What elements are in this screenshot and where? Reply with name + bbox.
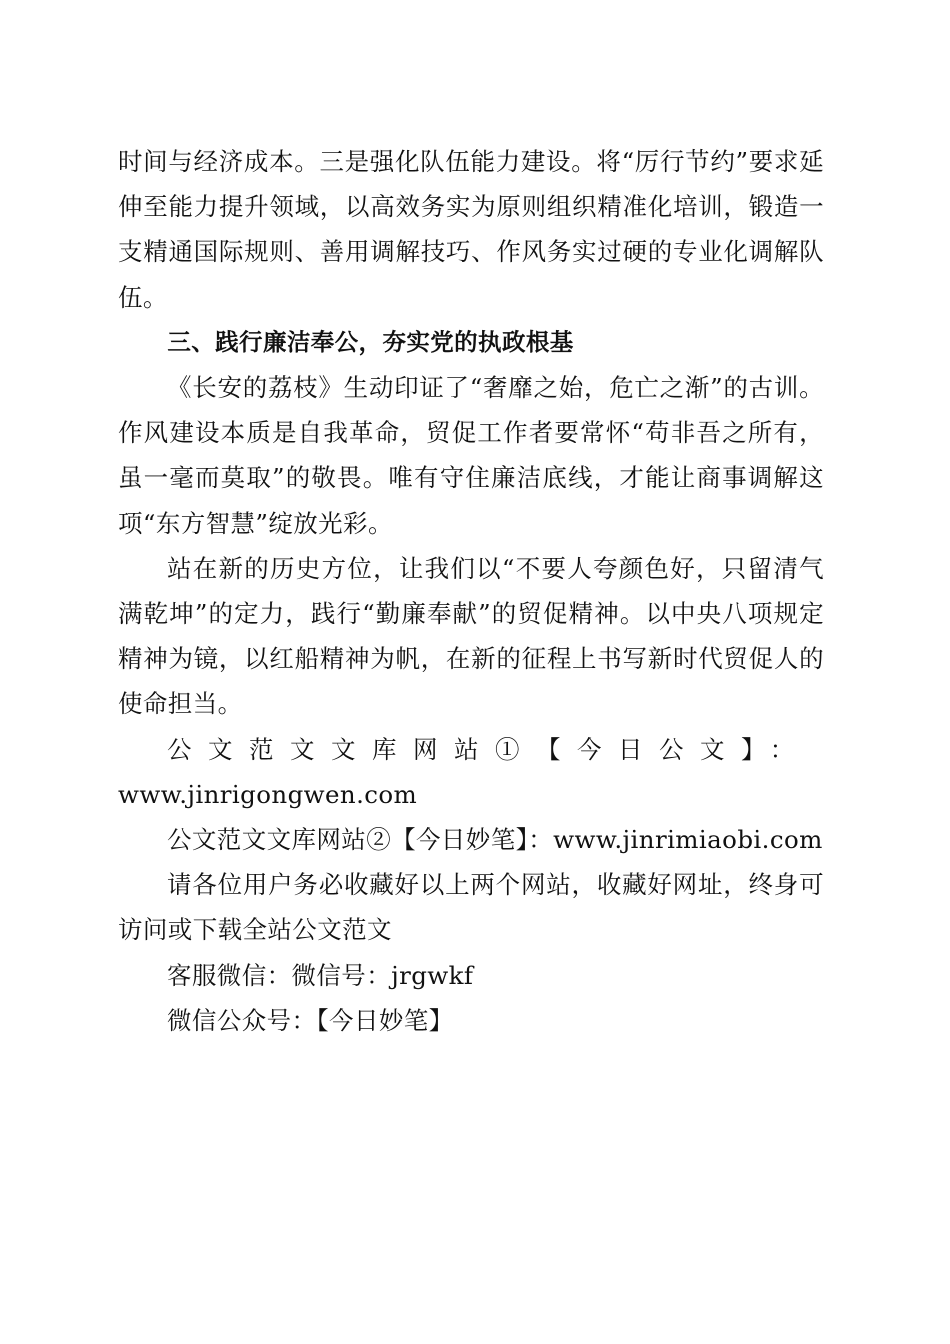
site-1-url: www.jinrigongwen.com bbox=[118, 779, 418, 809]
bookmark-notice: 请各位用户务必收藏好以上两个网站，收藏好网址，终身可访问或下载全站公文范文 bbox=[118, 870, 824, 945]
site-2-line: 公文范文文库网站②【今日妙笔】：www.jinrimiaobi.com bbox=[167, 825, 823, 855]
wechat-account-line: 微信公众号：【今日妙笔】 bbox=[167, 1005, 454, 1035]
paragraph-continued: 时间与经济成本。三是强化队伍能力建设。将“厉行节约”要求延伸至能力提升领域，以高效务实为原则组织精准化培训，锻造一支精通国际规则、善用调解技巧、作风务实过硬的专业化调解队伍。 bbox=[118, 147, 824, 312]
document-page bbox=[118, 139, 824, 1043]
section-heading: 三、践行廉洁奉公，夯实党的执政根基 bbox=[167, 327, 574, 356]
wechat-service-line: 客服微信：微信号：jrgwkf bbox=[167, 960, 474, 990]
paragraph-conclusion: 站在新的历史方位，让我们以“不要人夸颜色好，只留清气满乾坤”的定力，践行“勤廉奉献”的贸促精神。以中央八项规定精神为镜，以红船精神为帆，在新的征程上书写新时代贸促人的使命担当。 bbox=[118, 553, 824, 719]
paragraph-lychee: 《长安的荔枝》生动印证了“奢靡之始，危亡之渐”的古训。作风建设本质是自我革命，贸促工作者要常怀“苟非吾之所有，虽一毫而莫取”的敬畏。唯有守住廉洁底线，才能让商事调解这项“东方智慧”绽放光彩。 bbox=[118, 373, 824, 538]
site-1-label: 公文范文文库网站①【今日公文】： bbox=[167, 734, 811, 764]
